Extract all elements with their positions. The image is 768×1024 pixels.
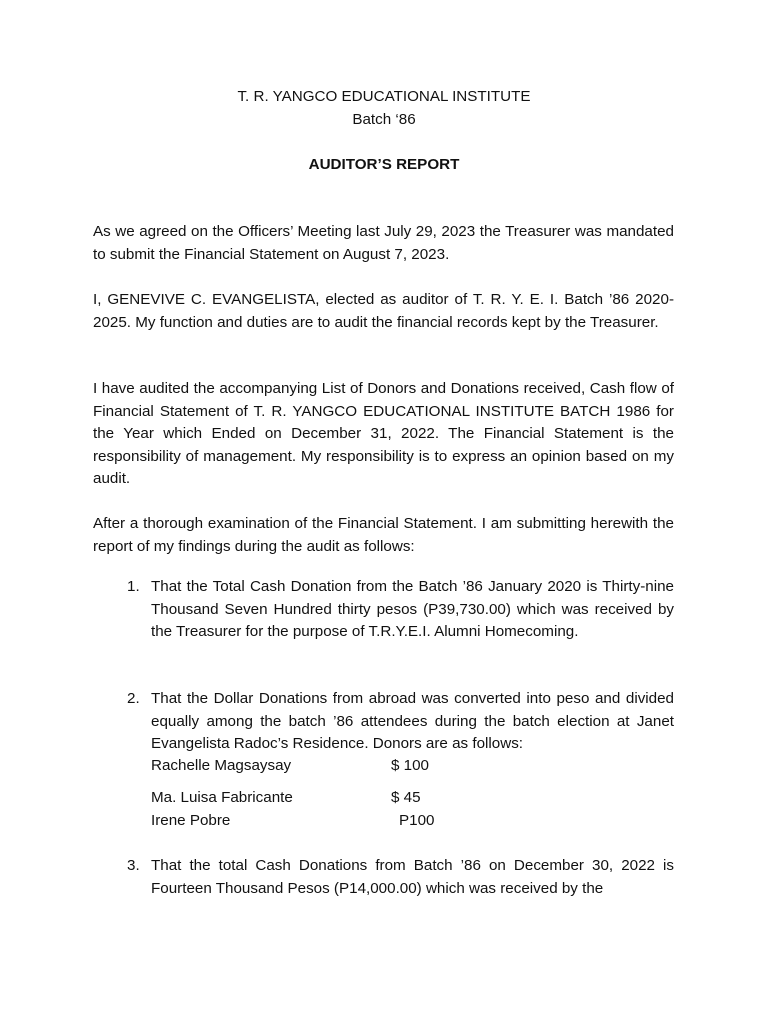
donor-amount: $ 100	[391, 757, 430, 774]
donor-row	[151, 810, 481, 832]
finding-number: 3.	[127, 857, 140, 874]
donor-amount: $ 45	[391, 789, 421, 806]
finding-text: That the Total Cash Donation from the Batch ’86 January 2020 is Thirty-nine Thousand Seven Hundred thirty pesos (P39,730.00) which was received by the Treasurer for the purpose of T.R.Y.E.I. Alumni Homecoming.	[151, 578, 674, 640]
paragraph-auditor-intro: I, GENEVIVE C. EVANGELISTA, elected as auditor of T. R. Y. E. I. Batch ’86 2020-2025. My function and duties are to audit the financial records kept by the Treasurer.	[93, 291, 674, 331]
batch-label: Batch ‘86	[352, 111, 416, 128]
donor-name: Rachelle Magsaysay	[151, 757, 292, 774]
report-title: AUDITOR’S REPORT	[308, 156, 460, 173]
paragraph-findings-intro: After a thorough examination of the Financial Statement. I am submitting herewith the report of my findings during the audit as follows:	[93, 515, 674, 555]
finding-number: 2.	[127, 690, 140, 707]
institute-name: T. R. YANGCO EDUCATIONAL INSTITUTE	[237, 88, 531, 105]
donor-row	[151, 787, 481, 809]
donor-amount: P100	[399, 812, 435, 829]
finding-text: That the Dollar Donations from abroad was converted into peso and divided equally among the batch ’86 attendees during the batch election at Janet Evangelista Radoc’s Residence. Donors are as follows:	[151, 690, 674, 752]
donor-name: Irene Pobre	[151, 812, 231, 829]
donor-name: Ma. Luisa Fabricante	[151, 789, 293, 806]
donor-row	[151, 755, 481, 777]
finding-number: 1.	[127, 578, 140, 595]
paragraph-audit-scope: I have audited the accompanying List of Donors and Donations received, Cash flow of Financial Statement of T. R. YANGCO EDUCATIONAL INSTITUTE BATCH 1986 for the Year which Ended on December 31, 2022. The Financial Statement is the responsibility of management. My responsibility is to express an opinion based on my audit.	[93, 380, 674, 487]
finding-text: That the total Cash Donations from Batch ’86 on December 30, 2022 is Fourteen Thousand Pesos (P14,000.00) which was received by the	[151, 857, 674, 897]
paragraph-meeting: As we agreed on the Officers’ Meeting last July 29, 2023 the Treasurer was mandated to submit the Financial Statement on August 7, 2023.	[93, 223, 674, 263]
